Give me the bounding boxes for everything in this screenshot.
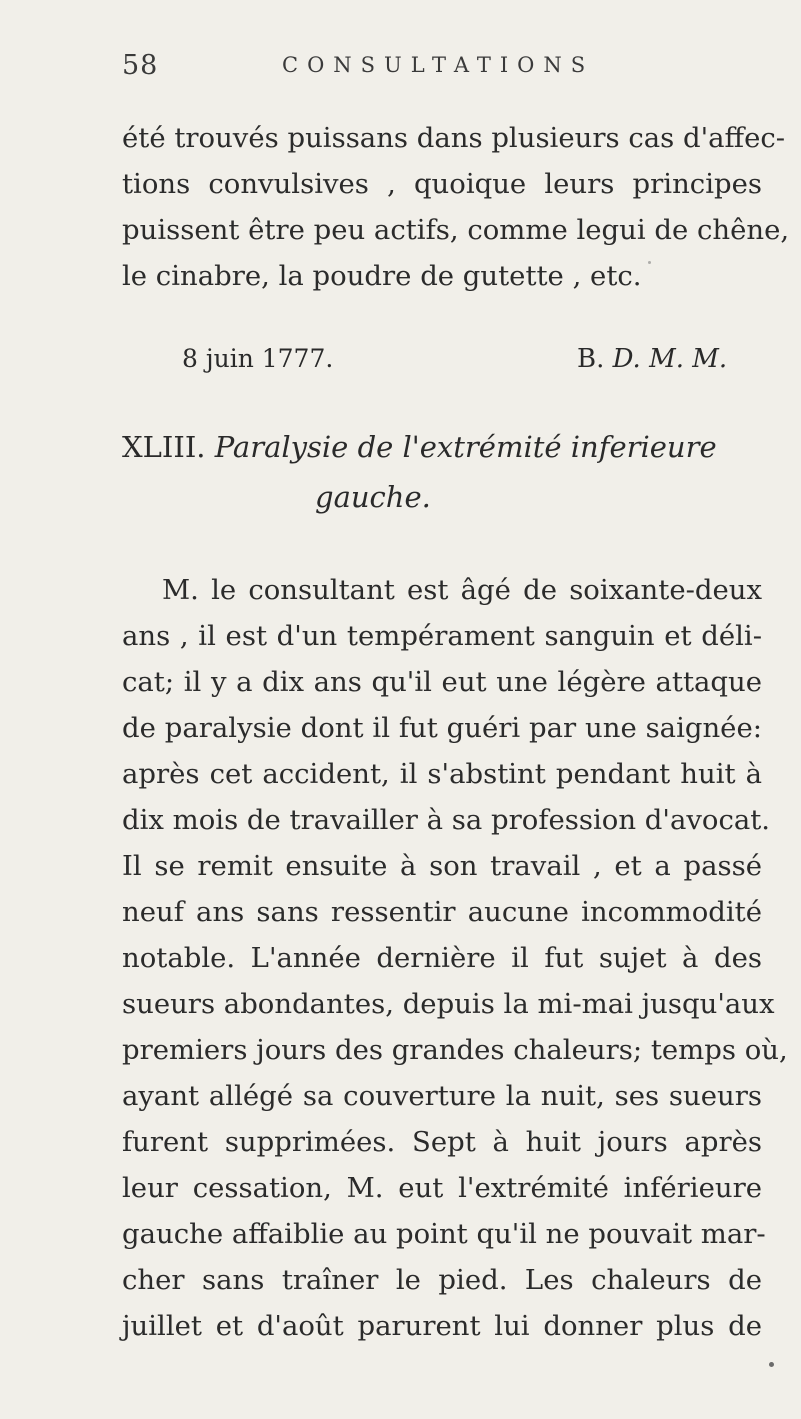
text-line: après cet accident, il s'abstint pendant huit à: [122, 758, 762, 790]
text-line: le cinabre, la poudre de gutette , etc.: [122, 260, 642, 292]
text-line: sueurs abondantes, depuis la mi-mai jusqu'aux: [122, 988, 775, 1020]
text-line: leur cessation, M. eut l'extrémité inférieure: [122, 1172, 762, 1204]
text-line: gauche affaiblie au point qu'il ne pouvait mar-: [122, 1218, 766, 1250]
text-line: M. le consultant est âgé de soixante-deux: [162, 574, 762, 606]
text-line: ayant allégé sa couverture la nuit, ses sueurs: [122, 1080, 762, 1112]
text-line: neuf ans sans ressentir aucune incommodité: [122, 896, 762, 928]
author-title: D. M. M.: [612, 344, 728, 374]
signature-date: 8 juin 1777.: [182, 344, 334, 373]
running-head: [122, 50, 742, 90]
running-head-title: CONSULTATIONS: [282, 53, 595, 77]
paper-speck: [648, 261, 651, 264]
signature-row: [182, 344, 742, 380]
section-title-line-2: gauche.: [315, 480, 431, 514]
text-line: dix mois de travailler à sa profession d'avocat.: [122, 804, 771, 836]
text-line: premiers jours des grandes chaleurs; temps où,: [122, 1034, 788, 1066]
author-initial: B.: [577, 344, 605, 374]
text-line: notable. L'année dernière il fut sujet à des: [122, 942, 762, 974]
text-line: ans , il est d'un tempérament sanguin et déli-: [122, 620, 762, 652]
text-line: de paralysie dont il fut guéri par une saignée:: [122, 712, 762, 744]
text-line: Il se remit ensuite à son travail , et a passé: [122, 850, 762, 882]
section-number: XLIII.: [122, 430, 206, 464]
text-line: puissent être peu actifs, comme legui de chêne,: [122, 214, 790, 246]
paper-speck: [769, 1362, 774, 1367]
page-number: 58: [122, 50, 159, 81]
heading-line-1: [122, 423, 717, 471]
section-title-line-1: Paralysie de l'extrémité inferieure: [214, 430, 717, 464]
signature-author: [577, 344, 727, 374]
text-line: cher sans traîner le pied. Les chaleurs de: [122, 1264, 762, 1296]
text-line: tions convulsives , quoique leurs principes: [122, 168, 762, 200]
text-line: furent supprimées. Sept à huit jours après: [122, 1126, 762, 1158]
text-line: juillet et d'août parurent lui donner plus de: [122, 1310, 762, 1342]
text-line: cat; il y a dix ans qu'il eut une légère attaque: [122, 666, 762, 698]
text-line: été trouvés puissans dans plusieurs cas d'affec-: [122, 122, 786, 154]
